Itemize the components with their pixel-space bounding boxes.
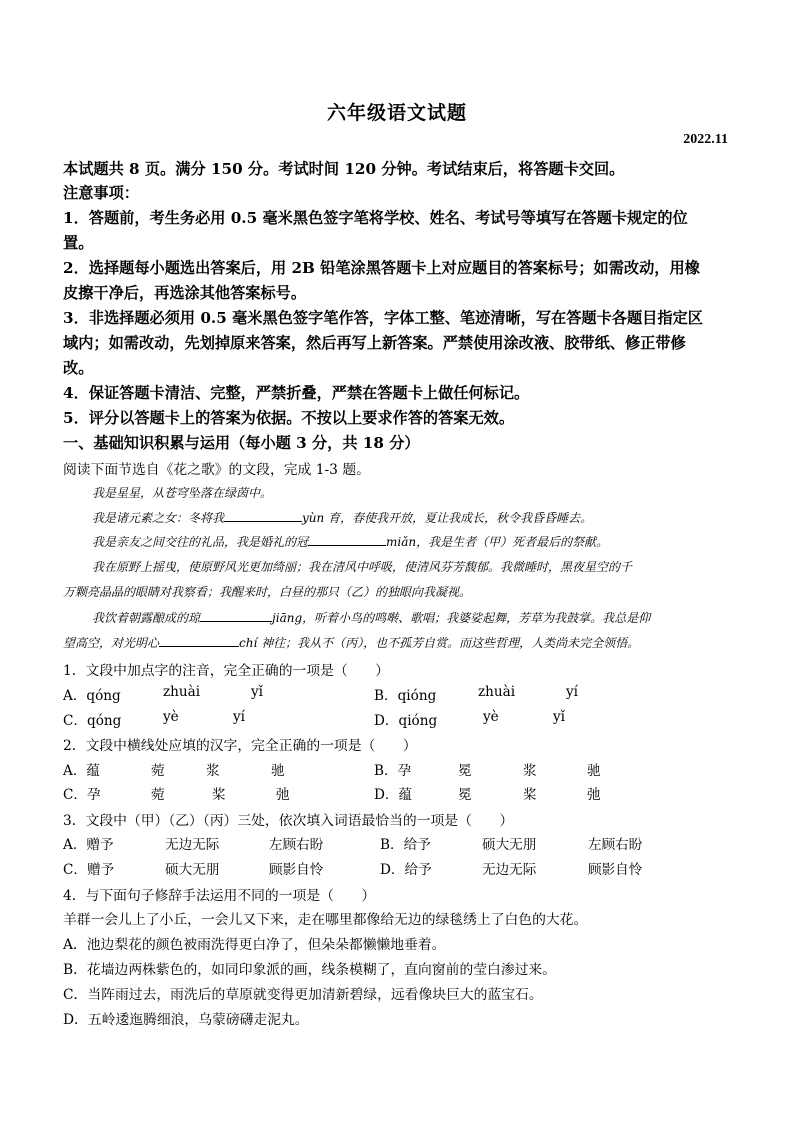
q1-option-b-part: zhuài: [478, 684, 516, 700]
q3-option-b-part: 硕大无朋: [482, 837, 537, 853]
q3-option-a-part: 左顾右盼: [269, 837, 324, 853]
passage-text: 我饮着朝露酿成的琼: [92, 611, 201, 625]
q1-option-c-part: yè: [163, 709, 179, 725]
q3-option-d: D．给予: [380, 862, 432, 878]
q1-option-d-part: yǐ: [553, 709, 566, 725]
passage-line: [92, 609, 732, 626]
question-sentence: 羊群一会儿上了小丘，一会儿又下来，走在哪里都像给无边的绿毯绣上了白色的大花。: [63, 912, 588, 928]
fill-blank: [159, 634, 239, 647]
q2-option-b-part: 浆: [523, 763, 537, 779]
q1-option-b-part: yí: [566, 684, 579, 700]
passage-line: [92, 533, 732, 550]
passage-text: 我是诸元素之女：冬将我: [92, 511, 225, 525]
q1-option-c: C．qóng: [63, 713, 122, 729]
q3-option-b: B．给予: [380, 837, 431, 853]
q2-option-c-part: 桨: [212, 787, 226, 803]
notice-line: 域内；如需改动，先划掉原来答案，然后再写上新答案。严禁使用涂改液、胶带纸、修正带修: [63, 334, 686, 352]
q2-option-a-part: 菀: [151, 763, 165, 779]
q1-option-b: B．qióng: [374, 688, 437, 704]
q2-option-d-part: 冕: [458, 787, 472, 803]
passage-text: miǎn，我是生者（甲）死者最后的祭献。: [386, 535, 609, 549]
q2-option-b: B．孕: [374, 763, 412, 779]
passage-line: 万颗亮晶晶的眼睛对我察看；我醒来时，白昼的那只（乙）的独眼向我凝视。: [63, 585, 472, 599]
notice-line: 3．非选择题必须用 0.5 毫米黑色签字笔作答，字体工整、笔迹清晰，写在答题卡各题目指定区: [63, 309, 703, 327]
passage-line: 我在原野上摇曳，使原野风光更加绮丽；我在清风中呼吸，使清风芬芳馥郁。我微睡时，黑夜星空的千: [92, 560, 633, 574]
q2-option-c: C．孕: [63, 787, 101, 803]
q2-option-b-part: 驰: [587, 763, 601, 779]
exam-intro: 本试题共 8 页。满分 150 分。考试时间 120 分钟。考试结束后，将答题卡交回。: [63, 160, 625, 178]
passage-line: [63, 634, 733, 651]
q2-option-d-part: 桨: [523, 787, 537, 803]
q1-option-a-part: zhuài: [163, 684, 201, 700]
question-stem: 2．文段中横线处应填的汉字，完全正确的一项是（ ）: [63, 738, 417, 754]
q2-option-a: A．蕴: [63, 763, 101, 779]
fill-blank: [308, 533, 386, 546]
q2-option-a-part: 浆: [206, 763, 220, 779]
fill-blank: [224, 509, 302, 522]
q2-option-c-part: 弛: [276, 787, 290, 803]
q1-option-a-part: yǐ: [251, 684, 264, 700]
notice-line: 2．选择题每小题选出答案后，用 2B 铅笔涂黑答题卡上对应题目的答案标号；如需改动，用橡: [63, 259, 700, 277]
passage-text: 望高空，对光明心: [63, 636, 160, 650]
section-heading: 一、基础知识积累与运用（每小题 3 分，共 18 分）: [63, 434, 420, 452]
fill-blank: [200, 609, 272, 622]
page-title: 六年级语文试题: [326, 102, 467, 124]
notice-line: 皮擦干净后，再选涂其他答案标号。: [63, 284, 306, 302]
q1-option-d-part: yè: [483, 709, 499, 725]
q2-option-b-part: 冕: [458, 763, 472, 779]
q3-option-d-part: 无边无际: [482, 862, 537, 878]
reading-intro: 阅读下面节选自《花之歌》的文段，完成 1-3 题。: [63, 462, 370, 478]
q4-option-a: A．池边梨花的颜色被雨洗得更白净了，但朵朵都懒懒地垂着。: [63, 937, 446, 953]
exam-date: 2022.11: [683, 132, 728, 147]
q3-option-a-part: 无边无际: [165, 837, 220, 853]
passage-text: 我是亲友之间交往的礼品，我是婚礼的冠: [92, 535, 309, 549]
q1-option-c-part: yí: [233, 709, 246, 725]
passage-line: [92, 509, 732, 526]
q1-option-d: D．qióng: [374, 713, 438, 729]
notice-line: 5．评分以答题卡上的答案为依据。不按以上要求作答的答案无效。: [63, 409, 515, 427]
passage-text: jiāng，听着小鸟的鸣啭、歌唱；我婆娑起舞，芳草为我鼓掌。我总是仰: [272, 611, 651, 625]
q3-option-a: A．赠予: [63, 837, 114, 853]
q3-option-c: C．赠予: [63, 862, 115, 878]
q2-option-d: D．蕴: [374, 787, 413, 803]
question-stem: 1．文段中加点字的注音，完全正确的一项是（ ）: [63, 663, 390, 679]
q2-option-a-part: 驰: [271, 763, 285, 779]
question-stem: 3．文段中（甲）（乙）（丙）三处，依次填入词语最恰当的一项是（ ）: [63, 813, 514, 829]
q3-option-c-part: 硕大无朋: [165, 862, 220, 878]
q4-option-c: C．当阵雨过去，雨洗后的草原就变得更加清新碧绿，远看像块巨大的蓝宝石。: [63, 987, 543, 1003]
notice-line: 1．答题前，考生务必用 0.5 毫米黑色签字笔将学校、姓名、考试号等填写在答题卡规定的位: [63, 209, 688, 227]
notice-line: 改。: [63, 359, 94, 377]
q2-option-c-part: 菀: [151, 787, 165, 803]
question-stem: 4．与下面句子修辞手法运用不同的一项是（ ）: [63, 888, 376, 904]
notice-line: 置。: [63, 234, 94, 252]
passage-text: yùn 育，春使我开放，夏让我成长，秋令我昏昏睡去。: [302, 511, 593, 525]
notice-title: 注意事项：: [63, 184, 139, 202]
passage-text: chí 神往；我从不（丙），也不孤芳自赏。而这些哲理，人类尚未完全领悟。: [239, 636, 640, 650]
q1-option-a: A．qóng: [63, 688, 121, 704]
q2-option-d-part: 弛: [587, 787, 601, 803]
q3-option-c-part: 顾影自怜: [269, 862, 324, 878]
passage-line: 我是星星，从苍穹坠落在绿茵中。: [92, 486, 273, 500]
q4-option-d: D．五岭逶迤腾细浪，乌蒙磅礴走泥丸。: [63, 1012, 309, 1028]
q3-option-b-part: 左顾右盼: [588, 837, 643, 853]
q4-option-b: B．花墙边两株紫色的，如同印象派的画，线条模糊了，直向窗前的莹白渗过来。: [63, 962, 557, 978]
q3-option-d-part: 顾影自怜: [588, 862, 643, 878]
notice-line: 4．保证答题卡清洁、完整，严禁折叠，严禁在答题卡上做任何标记。: [63, 384, 530, 402]
